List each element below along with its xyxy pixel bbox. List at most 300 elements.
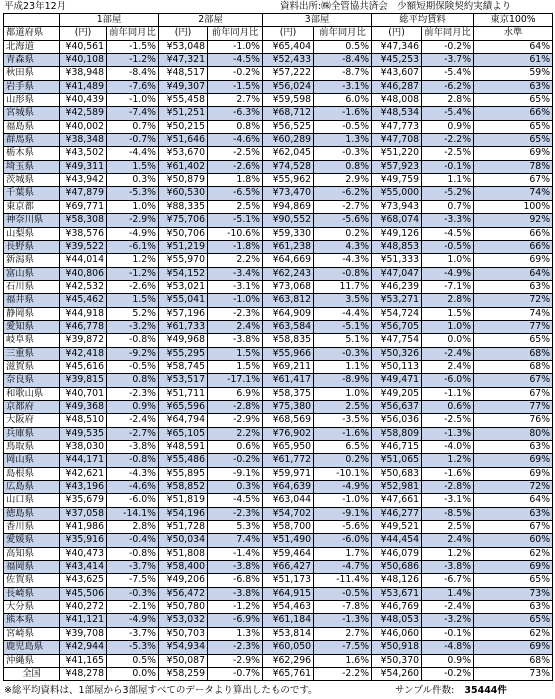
- table-row: [4, 227, 553, 240]
- value-cell: -2.7%: [107, 427, 159, 440]
- value-cell: -2.6%: [208, 160, 263, 173]
- value-cell: ¥51,646: [159, 134, 208, 147]
- value-cell: ¥52,433: [263, 54, 314, 67]
- value-cell: -0.2%: [422, 40, 474, 53]
- value-cell: 0.6%: [422, 400, 474, 413]
- value-cell: ¥55,458: [159, 94, 208, 107]
- value-cell: 2.4%: [208, 320, 263, 333]
- value-cell: ¥51,251: [159, 107, 208, 120]
- value-cell: ¥41,986: [60, 521, 107, 534]
- value-cell: ¥40,806: [60, 267, 107, 280]
- value-cell: ¥38,948: [60, 67, 107, 80]
- value-cell: 2.7%: [208, 94, 263, 107]
- value-cell: ¥43,942: [60, 174, 107, 187]
- prefecture-cell: 岡山県: [4, 454, 60, 467]
- prefecture-cell: 熊本県: [4, 614, 60, 627]
- table-row: [4, 307, 553, 320]
- value-cell: -7.1%: [422, 280, 474, 293]
- value-cell: 0.0%: [107, 667, 159, 680]
- rent-table: [3, 13, 553, 681]
- value-cell: ¥50,683: [372, 467, 422, 480]
- prefecture-cell: 茨城県: [4, 174, 60, 187]
- value-cell: ¥48,517: [159, 67, 208, 80]
- value-cell: -0.3%: [107, 587, 159, 600]
- value-cell: 1.3%: [208, 627, 263, 640]
- table-row: [4, 467, 553, 480]
- value-cell: 1.2%: [422, 454, 474, 467]
- table-row: [4, 67, 553, 80]
- value-cell: -1.5%: [208, 80, 263, 93]
- value-cell: ¥48,853: [372, 240, 422, 253]
- value-cell: ¥47,773: [372, 120, 422, 133]
- prefecture-cell: 福島県: [4, 120, 60, 133]
- value-cell: ¥58,809: [372, 427, 422, 440]
- table-row: [4, 40, 553, 53]
- value-cell: -2.5%: [208, 147, 263, 160]
- table-row: [4, 374, 553, 387]
- value-cell: 67%: [474, 521, 553, 534]
- value-cell: -4.5%: [208, 494, 263, 507]
- value-cell: -6.5%: [208, 187, 263, 200]
- value-cell: 1.6%: [314, 654, 372, 667]
- value-cell: -1.2%: [208, 601, 263, 614]
- prefecture-cell: 神奈川県: [4, 214, 60, 227]
- value-cell: -2.3%: [107, 387, 159, 400]
- value-cell: 66%: [474, 227, 553, 240]
- table-row: [4, 574, 553, 587]
- value-cell: -2.9%: [208, 654, 263, 667]
- value-cell: 69%: [474, 467, 553, 480]
- value-cell: 1.5%: [208, 360, 263, 373]
- value-cell: 0.9%: [422, 654, 474, 667]
- value-cell: ¥66,427: [263, 561, 314, 574]
- value-cell: ¥52,981: [372, 481, 422, 494]
- prefecture-cell: 石川県: [4, 280, 60, 293]
- sample-count-label: サンプル件数:: [395, 685, 455, 696]
- value-cell: -5.6%: [314, 521, 372, 534]
- value-cell: -0.8%: [107, 547, 159, 560]
- prefecture-cell: 愛知県: [4, 320, 60, 333]
- table-row: [4, 507, 553, 520]
- value-cell: ¥45,506: [60, 587, 107, 600]
- prefecture-cell: 山梨県: [4, 227, 60, 240]
- value-cell: -4.8%: [422, 641, 474, 654]
- prefecture-cell: 大分県: [4, 601, 60, 614]
- prefecture-cell: 三重県: [4, 347, 60, 360]
- yoy-header: 前年同月比: [422, 27, 474, 40]
- value-cell: ¥41,121: [60, 614, 107, 627]
- value-cell: 69%: [474, 641, 553, 654]
- value-cell: ¥63,584: [263, 320, 314, 333]
- value-cell: ¥42,532: [60, 280, 107, 293]
- value-cell: ¥45,253: [372, 54, 422, 67]
- table-row: [4, 587, 553, 600]
- value-cell: 5.3%: [208, 521, 263, 534]
- value-cell: -8.5%: [422, 507, 474, 520]
- prefecture-cell: 佐賀県: [4, 574, 60, 587]
- value-cell: ¥75,380: [263, 400, 314, 413]
- value-cell: ¥40,561: [60, 40, 107, 53]
- value-cell: ¥49,968: [159, 334, 208, 347]
- value-cell: ¥88,335: [159, 200, 208, 213]
- value-cell: -0.8%: [107, 334, 159, 347]
- value-cell: -5.3%: [107, 641, 159, 654]
- table-row: [4, 267, 553, 280]
- prefecture-cell: 静岡県: [4, 307, 60, 320]
- value-cell: ¥55,962: [263, 174, 314, 187]
- prefecture-cell: 北海道: [4, 40, 60, 53]
- value-cell: ¥65,950: [263, 441, 314, 454]
- total-row: [4, 667, 553, 680]
- value-cell: -5.6%: [314, 214, 372, 227]
- value-cell: 6.5%: [314, 441, 372, 454]
- prefecture-cell: 群馬県: [4, 134, 60, 147]
- value-cell: 69%: [474, 254, 553, 267]
- group-1-room: 1部屋: [60, 14, 159, 27]
- value-cell: 2.8%: [422, 294, 474, 307]
- value-cell: -0.2%: [422, 667, 474, 680]
- value-cell: 74%: [474, 307, 553, 320]
- value-cell: ¥40,108: [60, 54, 107, 67]
- value-cell: 68%: [474, 347, 553, 360]
- value-cell: ¥45,616: [60, 360, 107, 373]
- value-cell: 0.0%: [422, 334, 474, 347]
- value-cell: ¥46,079: [372, 547, 422, 560]
- value-cell: 2.5%: [422, 521, 474, 534]
- value-cell: -1.2%: [107, 54, 159, 67]
- value-cell: ¥55,486: [159, 454, 208, 467]
- prefecture-cell: 鹿児島県: [4, 641, 60, 654]
- value-cell: ¥68,074: [372, 214, 422, 227]
- value-cell: ¥56,705: [372, 320, 422, 333]
- value-cell: -4.9%: [107, 614, 159, 627]
- value-cell: 0.9%: [422, 120, 474, 133]
- prefecture-cell: 福岡県: [4, 561, 60, 574]
- value-cell: ¥50,113: [372, 360, 422, 373]
- value-cell: ¥47,754: [372, 334, 422, 347]
- prefecture-cell: 大阪府: [4, 414, 60, 427]
- value-cell: ¥50,686: [372, 561, 422, 574]
- value-cell: -11.4%: [314, 574, 372, 587]
- value-cell: ¥46,715: [372, 441, 422, 454]
- value-cell: -7.4%: [107, 107, 159, 120]
- prefecture-cell: 高知県: [4, 547, 60, 560]
- value-cell: 1.0%: [107, 200, 159, 213]
- value-cell: -3.1%: [314, 80, 372, 93]
- value-cell: 63%: [474, 441, 553, 454]
- value-cell: 65%: [474, 134, 553, 147]
- table-body: [4, 40, 553, 681]
- value-cell: -1.1%: [422, 387, 474, 400]
- value-cell: ¥42,621: [60, 467, 107, 480]
- value-cell: ¥57,222: [263, 67, 314, 80]
- value-cell: ¥43,502: [60, 147, 107, 160]
- value-cell: 6.9%: [208, 387, 263, 400]
- table-row: [4, 454, 553, 467]
- value-cell: ¥47,346: [372, 40, 422, 53]
- value-cell: 5.1%: [314, 334, 372, 347]
- value-cell: -14.1%: [107, 507, 159, 520]
- prefecture-cell: 栃木県: [4, 147, 60, 160]
- value-cell: -5.3%: [107, 187, 159, 200]
- value-cell: -0.1%: [422, 160, 474, 173]
- value-cell: 65%: [474, 334, 553, 347]
- value-cell: 100%: [474, 200, 553, 213]
- value-cell: ¥46,778: [60, 320, 107, 333]
- value-cell: 69%: [474, 454, 553, 467]
- value-cell: -6.2%: [422, 80, 474, 93]
- value-cell: -2.3%: [208, 507, 263, 520]
- value-cell: ¥48,053: [372, 614, 422, 627]
- value-cell: 60%: [474, 534, 553, 547]
- value-cell: ¥65,105: [159, 427, 208, 440]
- prefecture-cell: 東京都: [4, 200, 60, 213]
- value-cell: 1.2%: [107, 254, 159, 267]
- value-cell: ¥47,047: [372, 267, 422, 280]
- value-cell: ¥55,895: [159, 467, 208, 480]
- value-cell: ¥50,703: [159, 627, 208, 640]
- value-cell: ¥50,706: [159, 227, 208, 240]
- value-cell: -4.9%: [422, 267, 474, 280]
- table-row: [4, 254, 553, 267]
- value-cell: ¥56,472: [159, 587, 208, 600]
- value-cell: -2.2%: [422, 134, 474, 147]
- value-cell: -2.5%: [422, 147, 474, 160]
- table-row: [4, 654, 553, 667]
- prefecture-cell: 山口県: [4, 494, 60, 507]
- table-row: [4, 187, 553, 200]
- value-cell: ¥74,528: [263, 160, 314, 173]
- value-cell: ¥44,171: [60, 454, 107, 467]
- value-cell: ¥46,239: [372, 280, 422, 293]
- value-cell: 77%: [474, 400, 553, 413]
- value-cell: ¥69,211: [263, 360, 314, 373]
- prefecture-cell: 新潟県: [4, 254, 60, 267]
- value-cell: -2.3%: [208, 307, 263, 320]
- value-cell: ¥43,196: [60, 481, 107, 494]
- value-cell: ¥48,534: [372, 107, 422, 120]
- value-cell: ¥35,916: [60, 534, 107, 547]
- value-cell: ¥54,702: [263, 507, 314, 520]
- value-cell: -4.7%: [314, 561, 372, 574]
- value-cell: -3.1%: [208, 280, 263, 293]
- value-cell: -3.5%: [314, 414, 372, 427]
- value-cell: -6.0%: [107, 494, 159, 507]
- value-cell: -6.2%: [314, 187, 372, 200]
- value-cell: ¥64,669: [263, 254, 314, 267]
- value-cell: ¥61,402: [159, 160, 208, 173]
- value-cell: -3.8%: [107, 441, 159, 454]
- value-cell: ¥62,045: [263, 147, 314, 160]
- table-row: [4, 174, 553, 187]
- value-cell: 0.6%: [208, 441, 263, 454]
- value-cell: ¥53,517: [159, 374, 208, 387]
- yoy-header: 前年同月比: [208, 27, 263, 40]
- value-cell: 73%: [474, 587, 553, 600]
- value-cell: ¥56,525: [263, 120, 314, 133]
- value-cell: ¥47,708: [372, 134, 422, 147]
- value-cell: ¥54,152: [159, 267, 208, 280]
- value-cell: 0.8%: [314, 160, 372, 173]
- value-cell: -4.6%: [107, 481, 159, 494]
- value-cell: 6.0%: [314, 94, 372, 107]
- value-cell: -6.3%: [208, 107, 263, 120]
- value-cell: -5.1%: [314, 320, 372, 333]
- value-cell: 0.2%: [314, 227, 372, 240]
- value-cell: ¥55,000: [372, 187, 422, 200]
- group-tokyo-index: 東京100%: [474, 14, 553, 27]
- value-cell: -4.9%: [107, 227, 159, 240]
- prefecture-cell: 広島県: [4, 481, 60, 494]
- value-cell: ¥49,759: [372, 174, 422, 187]
- value-cell: ¥53,032: [159, 614, 208, 627]
- table-row: [4, 387, 553, 400]
- value-cell: -1.4%: [208, 547, 263, 560]
- value-cell: ¥51,220: [372, 147, 422, 160]
- value-cell: 2.4%: [422, 360, 474, 373]
- value-cell: -4.4%: [314, 307, 372, 320]
- prefecture-cell: 愛媛県: [4, 534, 60, 547]
- value-cell: ¥38,576: [60, 227, 107, 240]
- yen-header: (円): [263, 27, 314, 40]
- value-cell: ¥58,400: [159, 561, 208, 574]
- value-cell: -2.8%: [422, 481, 474, 494]
- table-row: [4, 547, 553, 560]
- value-cell: ¥46,060: [372, 627, 422, 640]
- prefecture-cell: 鳥取県: [4, 441, 60, 454]
- value-cell: 1.8%: [208, 174, 263, 187]
- prefecture-cell: 徳島県: [4, 507, 60, 520]
- value-cell: ¥48,591: [159, 441, 208, 454]
- value-cell: -2.9%: [208, 414, 263, 427]
- prefecture-cell: 富山県: [4, 267, 60, 280]
- value-cell: ¥55,295: [159, 347, 208, 360]
- value-cell: ¥65,404: [263, 40, 314, 53]
- value-cell: ¥62,296: [263, 654, 314, 667]
- yoy-header: 前年同月比: [314, 27, 372, 40]
- value-cell: ¥58,259: [159, 667, 208, 680]
- value-cell: ¥49,126: [372, 227, 422, 240]
- value-cell: ¥51,819: [159, 494, 208, 507]
- column-header-row: [4, 27, 553, 40]
- value-cell: -10.6%: [208, 227, 263, 240]
- value-cell: ¥73,943: [372, 200, 422, 213]
- value-cell: 66%: [474, 240, 553, 253]
- value-cell: 63%: [474, 507, 553, 520]
- value-cell: -0.5%: [314, 120, 372, 133]
- yen-header: (円): [372, 27, 422, 40]
- value-cell: -6.0%: [422, 374, 474, 387]
- value-cell: 72%: [474, 294, 553, 307]
- value-cell: ¥38,348: [60, 134, 107, 147]
- value-cell: -4.3%: [107, 467, 159, 480]
- value-cell: ¥53,671: [372, 587, 422, 600]
- prefecture-cell: 青森県: [4, 54, 60, 67]
- value-cell: 1.5%: [107, 294, 159, 307]
- value-cell: ¥58,745: [159, 360, 208, 373]
- table-row: [4, 294, 553, 307]
- value-cell: ¥49,311: [60, 160, 107, 173]
- value-cell: 2.8%: [107, 521, 159, 534]
- value-cell: ¥59,598: [263, 94, 314, 107]
- value-cell: -3.2%: [107, 320, 159, 333]
- prefecture-cell: 埼玉県: [4, 160, 60, 173]
- value-cell: -6.1%: [107, 240, 159, 253]
- value-cell: ¥46,287: [372, 80, 422, 93]
- value-cell: 67%: [474, 174, 553, 187]
- value-cell: -0.2%: [208, 67, 263, 80]
- value-cell: ¥51,808: [159, 547, 208, 560]
- value-cell: ¥40,439: [60, 94, 107, 107]
- value-cell: -2.2%: [314, 667, 372, 680]
- value-cell: 2.5%: [314, 400, 372, 413]
- value-cell: ¥46,277: [372, 507, 422, 520]
- sample-count: [395, 684, 507, 698]
- value-cell: ¥63,812: [263, 294, 314, 307]
- value-cell: ¥65,596: [159, 400, 208, 413]
- value-cell: ¥43,414: [60, 561, 107, 574]
- prefecture-cell: 岐阜県: [4, 334, 60, 347]
- value-cell: -4.6%: [208, 134, 263, 147]
- value-cell: ¥40,701: [60, 387, 107, 400]
- value-cell: -8.4%: [314, 54, 372, 67]
- table-row: [4, 147, 553, 160]
- value-cell: -2.4%: [422, 601, 474, 614]
- value-cell: -8.7%: [314, 67, 372, 80]
- value-cell: -3.8%: [208, 334, 263, 347]
- value-cell: -3.3%: [422, 214, 474, 227]
- value-cell: ¥54,196: [159, 507, 208, 520]
- value-cell: 11.7%: [314, 280, 372, 293]
- value-cell: ¥61,238: [263, 240, 314, 253]
- value-cell: ¥49,535: [60, 427, 107, 440]
- value-cell: 78%: [474, 160, 553, 173]
- value-cell: ¥64,915: [263, 587, 314, 600]
- value-cell: ¥39,872: [60, 334, 107, 347]
- value-cell: 0.9%: [107, 400, 159, 413]
- value-cell: ¥37,058: [60, 507, 107, 520]
- value-cell: ¥73,470: [263, 187, 314, 200]
- value-cell: ¥42,944: [60, 641, 107, 654]
- value-cell: 77%: [474, 320, 553, 333]
- value-cell: -10.1%: [314, 467, 372, 480]
- value-cell: -6.7%: [422, 574, 474, 587]
- value-cell: 1.1%: [422, 174, 474, 187]
- value-cell: ¥43,607: [372, 67, 422, 80]
- value-cell: -0.4%: [107, 534, 159, 547]
- value-cell: 92%: [474, 214, 553, 227]
- value-cell: ¥53,814: [263, 627, 314, 640]
- value-cell: -0.2%: [208, 454, 263, 467]
- table-row: [4, 280, 553, 293]
- value-cell: ¥57,923: [372, 160, 422, 173]
- value-cell: -0.7%: [107, 134, 159, 147]
- value-cell: 67%: [474, 374, 553, 387]
- value-cell: 1.0%: [422, 320, 474, 333]
- value-cell: 76%: [474, 414, 553, 427]
- prefecture-cell: 福井県: [4, 294, 60, 307]
- value-cell: ¥47,661: [372, 494, 422, 507]
- value-cell: -2.9%: [107, 214, 159, 227]
- group-total-average: 総平均賃料: [372, 14, 474, 27]
- value-cell: ¥90,552: [263, 214, 314, 227]
- value-cell: -9.2%: [107, 347, 159, 360]
- value-cell: ¥75,706: [159, 214, 208, 227]
- value-cell: -6.8%: [208, 574, 263, 587]
- prefecture-header: 都道府県: [4, 27, 60, 40]
- value-cell: ¥50,918: [372, 641, 422, 654]
- value-cell: -1.3%: [422, 427, 474, 440]
